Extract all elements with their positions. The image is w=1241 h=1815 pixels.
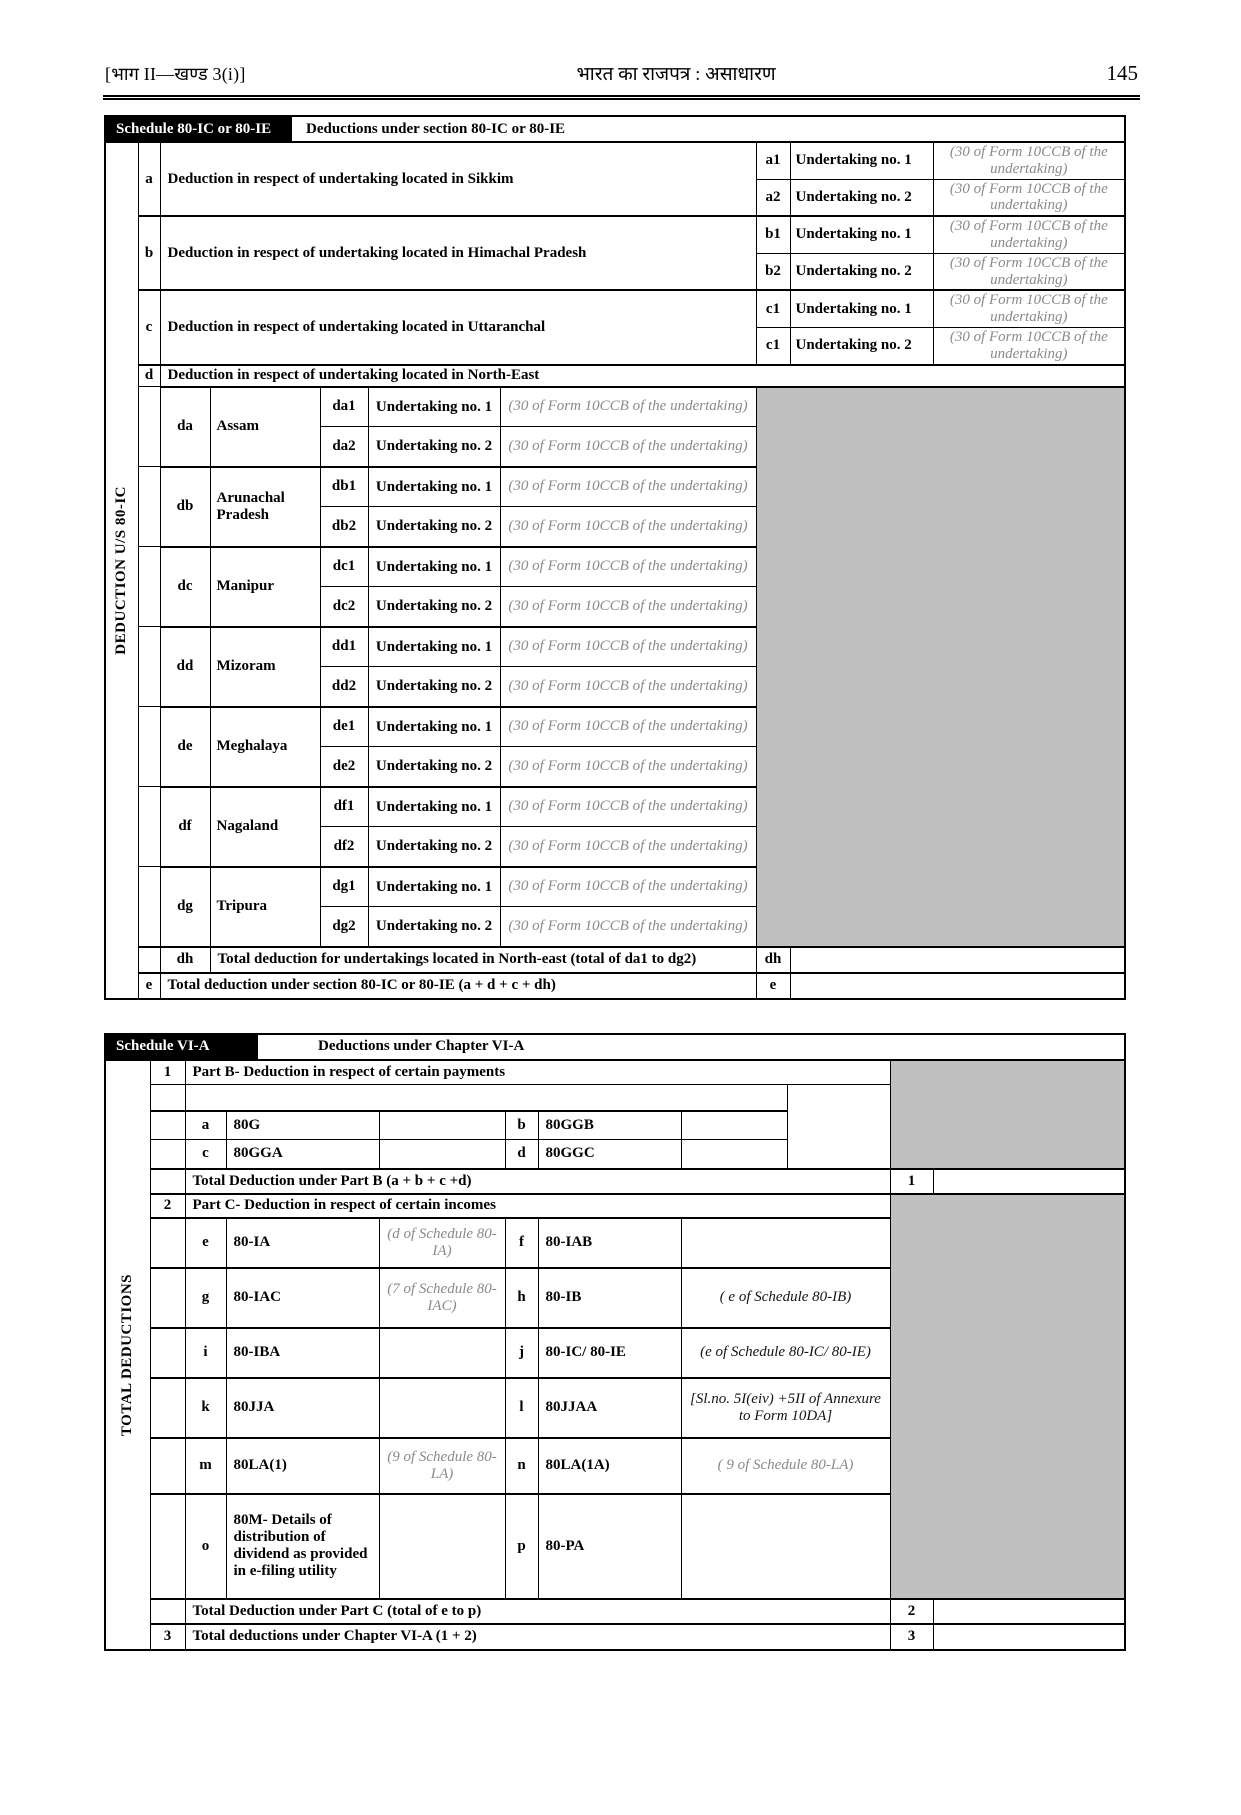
spacer-cell [138,627,160,707]
row-da1-label: da1 [320,387,368,427]
row-b1-note: (30 of Form 10CCB of the undertaking) [933,216,1125,253]
spacer-cell [150,1085,185,1111]
spacer-cell [138,947,160,973]
schedule-via-subtitle: Deductions under Chapter VI-A [318,1038,525,1055]
row-b-label: b [138,216,160,290]
row-dg2-undertaking: Undertaking no. 2 [368,907,500,947]
row-dg1-undertaking: Undertaking no. 1 [368,867,500,907]
row-2-header [105,1194,1125,1218]
row-df2-label: df2 [320,827,368,867]
row-80ic-80ie-note: (e of Schedule 80-IC/ 80-IE) [681,1328,890,1378]
page-header [103,60,1140,86]
row-80gga-label: c [185,1140,226,1169]
row-a-label: a [138,142,160,216]
schedule-80ic-header [105,116,1125,142]
row-b2-undertaking: Undertaking no. 2 [790,253,933,290]
section-80m: 80M- Details of distribution of dividend as provided in e-filing utility [226,1494,379,1599]
row-e-ref: e [756,973,790,999]
row-3-value-cell [933,1624,1125,1650]
row-dd2-label: dd2 [320,667,368,707]
spacer-cell [150,1140,185,1169]
section-80iab: 80-IAB [538,1218,681,1268]
row-de2-label: de2 [320,747,368,787]
row-80jja-note [379,1378,505,1438]
row-db2-label: db2 [320,507,368,547]
row-da2-note: (30 of Form 10CCB of the undertaking) [500,427,756,467]
side-caption: TOTAL DEDUCTIONS [119,1273,136,1436]
spacer-cell [150,1378,185,1438]
row-de1-note: (30 of Form 10CCB of the undertaking) [500,707,756,747]
row-e-value-cell [790,973,1125,999]
row-b1-label: b1 [756,216,790,253]
row-80iac-note: (7 of Schedule 80-IAC) [379,1268,505,1328]
side-caption: DEDUCTION U/S 80-IC [113,485,130,655]
row-80iba-note [379,1328,505,1378]
row-dc2-label: dc2 [320,587,368,627]
total-part-c-ref: 2 [890,1599,933,1624]
row-dh-description: Total deduction for undertakings located in North-east (total of da1 to dg2) [210,947,756,973]
row-80jjaa-label: l [505,1378,538,1438]
side-caption-cell [105,142,138,999]
row-80m-note [379,1494,505,1599]
row-d-label: d [138,365,160,387]
shaded-area [890,1194,1125,1599]
row-a2-undertaking: Undertaking no. 2 [790,179,933,216]
row-df1-label: df1 [320,787,368,827]
row-80gga-value-cell [379,1140,505,1169]
row-da1-note: (30 of Form 10CCB of the undertaking) [500,387,756,427]
schedule-via-title: Schedule VI-A [106,1035,258,1059]
row-80ia-label: e [185,1218,226,1268]
total-part-c-row [105,1599,1125,1624]
row-3-total [105,1624,1125,1650]
spacer-cell [150,1111,185,1140]
row-db1-undertaking: Undertaking no. 1 [368,467,500,507]
row-80pa-label: p [505,1494,538,1599]
gazette-title: भारत का राजपत्र : असाधारण [576,64,776,85]
row-80ib-label: h [505,1268,538,1328]
row-dd2-undertaking: Undertaking no. 2 [368,667,500,707]
row-80la1a-label: n [505,1438,538,1494]
row-80ib-note: ( e of Schedule 80-IB) [681,1268,890,1328]
row-a1-undertaking: Undertaking no. 1 [790,142,933,179]
section-80ggc: 80GGC [538,1140,681,1169]
schedule-80ic-title: Schedule 80-IC or 80-IE [106,117,292,141]
spacer-cell [138,707,160,787]
part-section-label: [भाग II—खण्ड 3(i)] [105,64,246,84]
row-df-label: df [160,787,210,867]
shaded-area [756,387,1125,947]
row-a2-note: (30 of Form 10CCB of the undertaking) [933,179,1125,216]
row-80la1-label: m [185,1438,226,1494]
row-1-header [105,1060,1125,1085]
spacer-cell [150,1438,185,1494]
row-da1 [105,387,1125,427]
row-c2-undertaking: Undertaking no. 2 [790,327,933,364]
row-dg2-label: dg2 [320,907,368,947]
row-dc2-undertaking: Undertaking no. 2 [368,587,500,627]
section-80g: 80G [226,1111,379,1140]
shaded-area [890,1060,1125,1169]
row-dd1-label: dd1 [320,627,368,667]
row-db2-note: (30 of Form 10CCB of the undertaking) [500,507,756,547]
row-80iba-label: i [185,1328,226,1378]
row-db1-note: (30 of Form 10CCB of the undertaking) [500,467,756,507]
row-a2-label: a2 [756,179,790,216]
row-df1-undertaking: Undertaking no. 1 [368,787,500,827]
state-nagaland: Nagaland [210,787,320,867]
row-b1-undertaking: Undertaking no. 1 [790,216,933,253]
state-manipur: Manipur [210,547,320,627]
row-da1-undertaking: Undertaking no. 1 [368,387,500,427]
state-meghalaya: Meghalaya [210,707,320,787]
row-80jja-label: k [185,1378,226,1438]
row-c-description: Deduction in respect of undertaking located in Uttaranchal [160,290,756,364]
page-number: 145 [1106,61,1138,85]
row-dc1-undertaking: Undertaking no. 1 [368,547,500,587]
total-part-b-description: Total Deduction under Part B (a + b + c +d) [185,1169,890,1194]
row-c1-undertaking: Undertaking no. 1 [790,290,933,327]
spacer-cell [138,387,160,467]
section-80ggb: 80GGB [538,1111,681,1140]
state-arunachal-pradesh: Arunachal Pradesh [210,467,320,547]
row-d-description: Deduction in respect of undertaking located in North-East [160,365,1125,387]
section-80ia: 80-IA [226,1218,379,1268]
row-d-header [105,365,1125,387]
row-df1-note: (30 of Form 10CCB of the undertaking) [500,787,756,827]
row-c2-label: c1 [756,327,790,364]
row-dc1-label: dc1 [320,547,368,587]
row-e-label: e [138,973,160,999]
row-dg-label: dg [160,867,210,947]
row-3-ref: 3 [890,1624,933,1650]
spacer-cell [185,1085,787,1111]
row-1-number: 1 [150,1060,185,1085]
row-b-description: Deduction in respect of undertaking located in Himachal Pradesh [160,216,756,290]
row-80pa-note [681,1494,890,1599]
row-80g-value-cell [379,1111,505,1140]
row-df2-note: (30 of Form 10CCB of the undertaking) [500,827,756,867]
row-a-description: Deduction in respect of undertaking located in Sikkim [160,142,756,216]
spacer-cell [138,867,160,947]
part-b-heading: Part B- Deduction in respect of certain payments [185,1060,890,1085]
row-dg1-note: (30 of Form 10CCB of the undertaking) [500,867,756,907]
row-80ggb-label: b [505,1111,538,1140]
section-80la1a: 80LA(1A) [538,1438,681,1494]
row-c-label: c [138,290,160,364]
total-part-b-ref: 1 [890,1169,933,1194]
row-80iac-label: g [185,1268,226,1328]
row-dh-value-cell [790,947,1125,973]
page-content [103,60,1140,1651]
row-a1-label: a1 [756,142,790,179]
spacer-cell [138,547,160,627]
part-c-heading: Part C- Deduction in respect of certain incomes [185,1194,890,1218]
schedule-via-header [105,1034,1125,1060]
row-dh-ref: dh [756,947,790,973]
row-3-number: 3 [150,1624,185,1650]
row-c1 [105,290,1125,327]
row-dc1-note: (30 of Form 10CCB of the undertaking) [500,547,756,587]
state-assam: Assam [210,387,320,467]
row-dg1-label: dg1 [320,867,368,907]
schedule-80ic-subtitle: Deductions under section 80-IC or 80-IE [306,120,566,137]
row-a1 [105,142,1125,179]
total-part-c-description: Total Deduction under Part C (total of e to p) [185,1599,890,1624]
row-c1-note: (30 of Form 10CCB of the undertaking) [933,290,1125,327]
row-a1-note: (30 of Form 10CCB of the undertaking) [933,142,1125,179]
row-80ggc-label: d [505,1140,538,1169]
row-dd1-note: (30 of Form 10CCB of the undertaking) [500,627,756,667]
row-80la1-note: (9 of Schedule 80-LA) [379,1438,505,1494]
state-mizoram: Mizoram [210,627,320,707]
row-80ia-note: (d of Schedule 80-IA) [379,1218,505,1268]
section-80la1: 80LA(1) [226,1438,379,1494]
schedule-via-header-row [105,1034,1125,1060]
spacer-cell [150,1218,185,1268]
row-de1-undertaking: Undertaking no. 1 [368,707,500,747]
row-da2-undertaking: Undertaking no. 2 [368,427,500,467]
row-2-number: 2 [150,1194,185,1218]
row-e-description: Total deduction under section 80-IC or 80-IE (a + d + c + dh) [160,973,756,999]
row-dh-label: dh [160,947,210,973]
row-dd2-note: (30 of Form 10CCB of the undertaking) [500,667,756,707]
section-80jjaa: 80JJAA [538,1378,681,1438]
row-dh [105,947,1125,973]
section-80iba: 80-IBA [226,1328,379,1378]
row-e [105,973,1125,999]
row-b2-note: (30 of Form 10CCB of the undertaking) [933,253,1125,290]
row-de2-undertaking: Undertaking no. 2 [368,747,500,787]
schedule-80ic-table [104,115,1126,1000]
total-part-c-value-cell [933,1599,1125,1624]
row-c2-note: (30 of Form 10CCB of the undertaking) [933,327,1125,364]
row-80jjaa-note: [Sl.no. 5I(eiv) +5II of Annexure to Form 10DA] [681,1378,890,1438]
row-de2-note: (30 of Form 10CCB of the undertaking) [500,747,756,787]
section-80ic-80ie: 80-IC/ 80-IE [538,1328,681,1378]
spacer-cell [150,1169,185,1194]
row-db-label: db [160,467,210,547]
section-80iac: 80-IAC [226,1268,379,1328]
spacer-gap [787,1085,890,1111]
spacer-cell [150,1599,185,1624]
row-c1-label: c1 [756,290,790,327]
row-80iab-note [681,1218,890,1268]
schedule-via-table [104,1033,1126,1651]
row-80ggc-value-cell [681,1140,787,1169]
row-de-label: de [160,707,210,787]
row-80ic-80ie-label: j [505,1328,538,1378]
total-part-b-value-cell [933,1169,1125,1194]
spacer-cell [150,1268,185,1328]
side-caption-cell [105,1060,150,1650]
row-80m-label: o [185,1494,226,1599]
row-dc-label: dc [160,547,210,627]
spacer-cell [150,1328,185,1378]
spacer-cell [138,787,160,867]
spacer-cell [150,1494,185,1599]
row-dd-label: dd [160,627,210,707]
row-3-description: Total deductions under Chapter VI-A (1 + 2) [185,1624,890,1650]
row-80la1a-note: ( 9 of Schedule 80-LA) [681,1438,890,1494]
row-da2-label: da2 [320,427,368,467]
section-80ib: 80-IB [538,1268,681,1328]
row-b2-label: b2 [756,253,790,290]
spacer-cell [138,467,160,547]
section-80gga: 80GGA [226,1140,379,1169]
section-80pa: 80-PA [538,1494,681,1599]
row-db1-label: db1 [320,467,368,507]
header-double-rule [103,95,1140,100]
row-b1 [105,216,1125,253]
spacer-gap [787,1140,890,1169]
row-80ggb-value-cell [681,1111,787,1140]
row-de1-label: de1 [320,707,368,747]
row-80iab-label: f [505,1218,538,1268]
schedule-80ic-header-row [105,116,1125,142]
section-80jja: 80JJA [226,1378,379,1438]
row-da-label: da [160,387,210,467]
row-dg2-note: (30 of Form 10CCB of the undertaking) [500,907,756,947]
row-80g-label: a [185,1111,226,1140]
row-dd1-undertaking: Undertaking no. 1 [368,627,500,667]
total-part-b-row [105,1169,1125,1194]
state-tripura: Tripura [210,867,320,947]
row-dc2-note: (30 of Form 10CCB of the undertaking) [500,587,756,627]
row-df2-undertaking: Undertaking no. 2 [368,827,500,867]
row-db2-undertaking: Undertaking no. 2 [368,507,500,547]
spacer-gap [787,1111,890,1140]
